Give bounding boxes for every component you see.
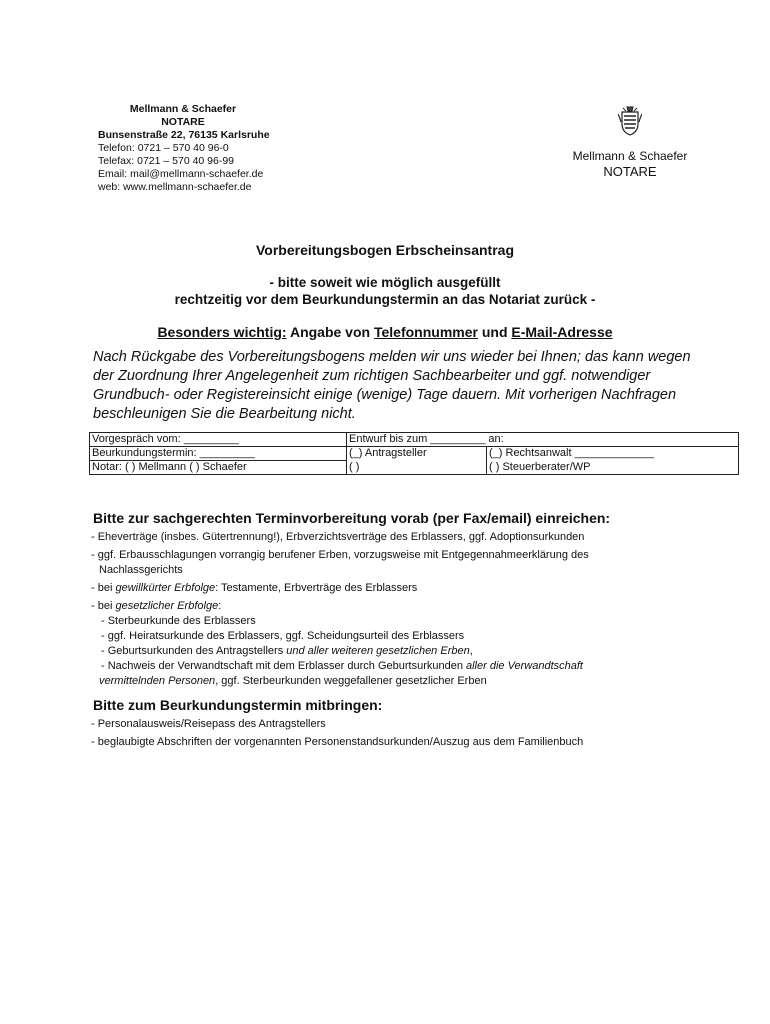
list-item: - Personalausweis/Reisepass des Antragstellers xyxy=(91,718,326,730)
important-and: und xyxy=(481,324,508,340)
list-item: - Eheverträge (insbes. Gütertrennung!), Erbverzichtsverträge des Erblassers, ggf. Adoptionsurkunden xyxy=(91,531,585,543)
sender-web: web: www.mellmann-schaefer.de xyxy=(98,181,252,193)
list-item: vermittelnden Personen, ggf. Sterbeurkunden weggefallener gesetzlicher Erben xyxy=(99,675,487,687)
sender-fax: Telefax: 0721 – 570 40 96-99 xyxy=(98,155,235,167)
list-item: - Sterbeurkunde des Erblassers xyxy=(101,615,256,627)
list-item: - ggf. Erbausschlagungen vorrangig berufener Erben, vorzugsweise mit Entgegennahmeerklärung des xyxy=(91,549,589,561)
page-title: Vorbereitungsbogen Erbscheinsantrag xyxy=(255,242,514,258)
list-item: - Nachweis der Verwandtschaft mit dem Erblasser durch Geburtsurkunden aller die Verwandtschaft xyxy=(101,660,583,672)
section-heading-submit: Bitte zur sachgerechten Terminvorbereitung vorab (per Fax/email) einreichen: xyxy=(93,510,611,526)
sender-phone: Telefon: 0721 – 570 40 96-0 xyxy=(98,142,229,154)
list-item: - Geburtsurkunden des Antragstellers und aller weiteren gesetzlichen Erben, xyxy=(101,645,473,657)
list-item: - ggf. Heiratsurkunde des Erblassers, ggf. Scheidungsurteil des Erblassers xyxy=(101,630,465,642)
sender-title: NOTARE xyxy=(161,116,205,128)
table-cell: Entwurf bis zum _________ an: xyxy=(347,433,739,447)
important-line xyxy=(0,324,770,341)
table-cell: Notar: ( ) Mellmann ( ) Schaefer xyxy=(90,461,347,475)
important-text: Angabe von xyxy=(289,324,371,340)
return-note-line2: rechtzeitig vor dem Beurkundungstermin an das Notariat zurück - xyxy=(174,292,596,307)
intro-paragraph: Nach Rückgabe des Vorbereitungsbogens melden wir uns wieder bei Ihnen; das kann wegen der Zuordnung Ihrer Angelegenheit zum richtigen Sachbearbeiter und ggf. notwendiger Grundbuch- oder Registereinsicht einige (wenige) Tage dauern. Mit vorherigen Nachfragen beschleunigen Sie die Bearbeitung nicht. xyxy=(93,349,691,422)
table-row xyxy=(90,447,739,461)
table-row xyxy=(90,461,739,475)
table-cell: (_) Antragsteller xyxy=(347,447,487,461)
bring-list xyxy=(91,717,711,750)
table-cell: Beurkundungstermin: _________ xyxy=(90,447,347,461)
submit-list xyxy=(91,530,711,689)
important-email: E-Mail-Adresse xyxy=(511,324,613,340)
sender-name: Mellmann & Schaefer xyxy=(129,103,237,115)
sender-email: Email: mail@mellmann-schaefer.de xyxy=(98,168,264,180)
list-item: - beglaubigte Abschriften der vorgenannten Personenstandsurkunden/Auszug aus dem Familienbuch xyxy=(91,736,584,748)
table-cell: (_) Rechtsanwalt _____________ xyxy=(487,447,739,461)
right-header-name: Mellmann & Schaefer xyxy=(572,149,688,163)
appointment-table xyxy=(89,432,739,475)
sender-address: Bunsenstraße 22, 76135 Karlsruhe xyxy=(98,129,270,141)
list-item: - bei gewillkürter Erbfolge: Testamente, Erbverträge des Erblassers xyxy=(91,582,418,594)
table-cell: ( ) Steuerberater/WP xyxy=(487,461,739,475)
table-cell: ( ) xyxy=(347,461,487,475)
table-cell: Vorgespräch vom: _________ xyxy=(90,433,347,447)
return-note xyxy=(0,274,770,308)
list-item: - bei gesetzlicher Erbfolge: xyxy=(91,600,222,612)
sender-block xyxy=(98,103,270,194)
right-header-title: NOTARE xyxy=(603,164,657,179)
table-row xyxy=(90,433,739,447)
list-item: Nachlassgerichts xyxy=(99,564,183,576)
coat-of-arms-icon xyxy=(618,106,642,136)
section-heading-bring: Bitte zum Beurkundungstermin mitbringen: xyxy=(93,697,383,713)
right-header xyxy=(560,149,700,179)
return-note-line1: - bitte soweit wie möglich ausgefüllt xyxy=(269,275,501,290)
important-phone: Telefonnummer xyxy=(373,324,478,340)
important-label: Besonders wichtig: xyxy=(157,324,287,340)
